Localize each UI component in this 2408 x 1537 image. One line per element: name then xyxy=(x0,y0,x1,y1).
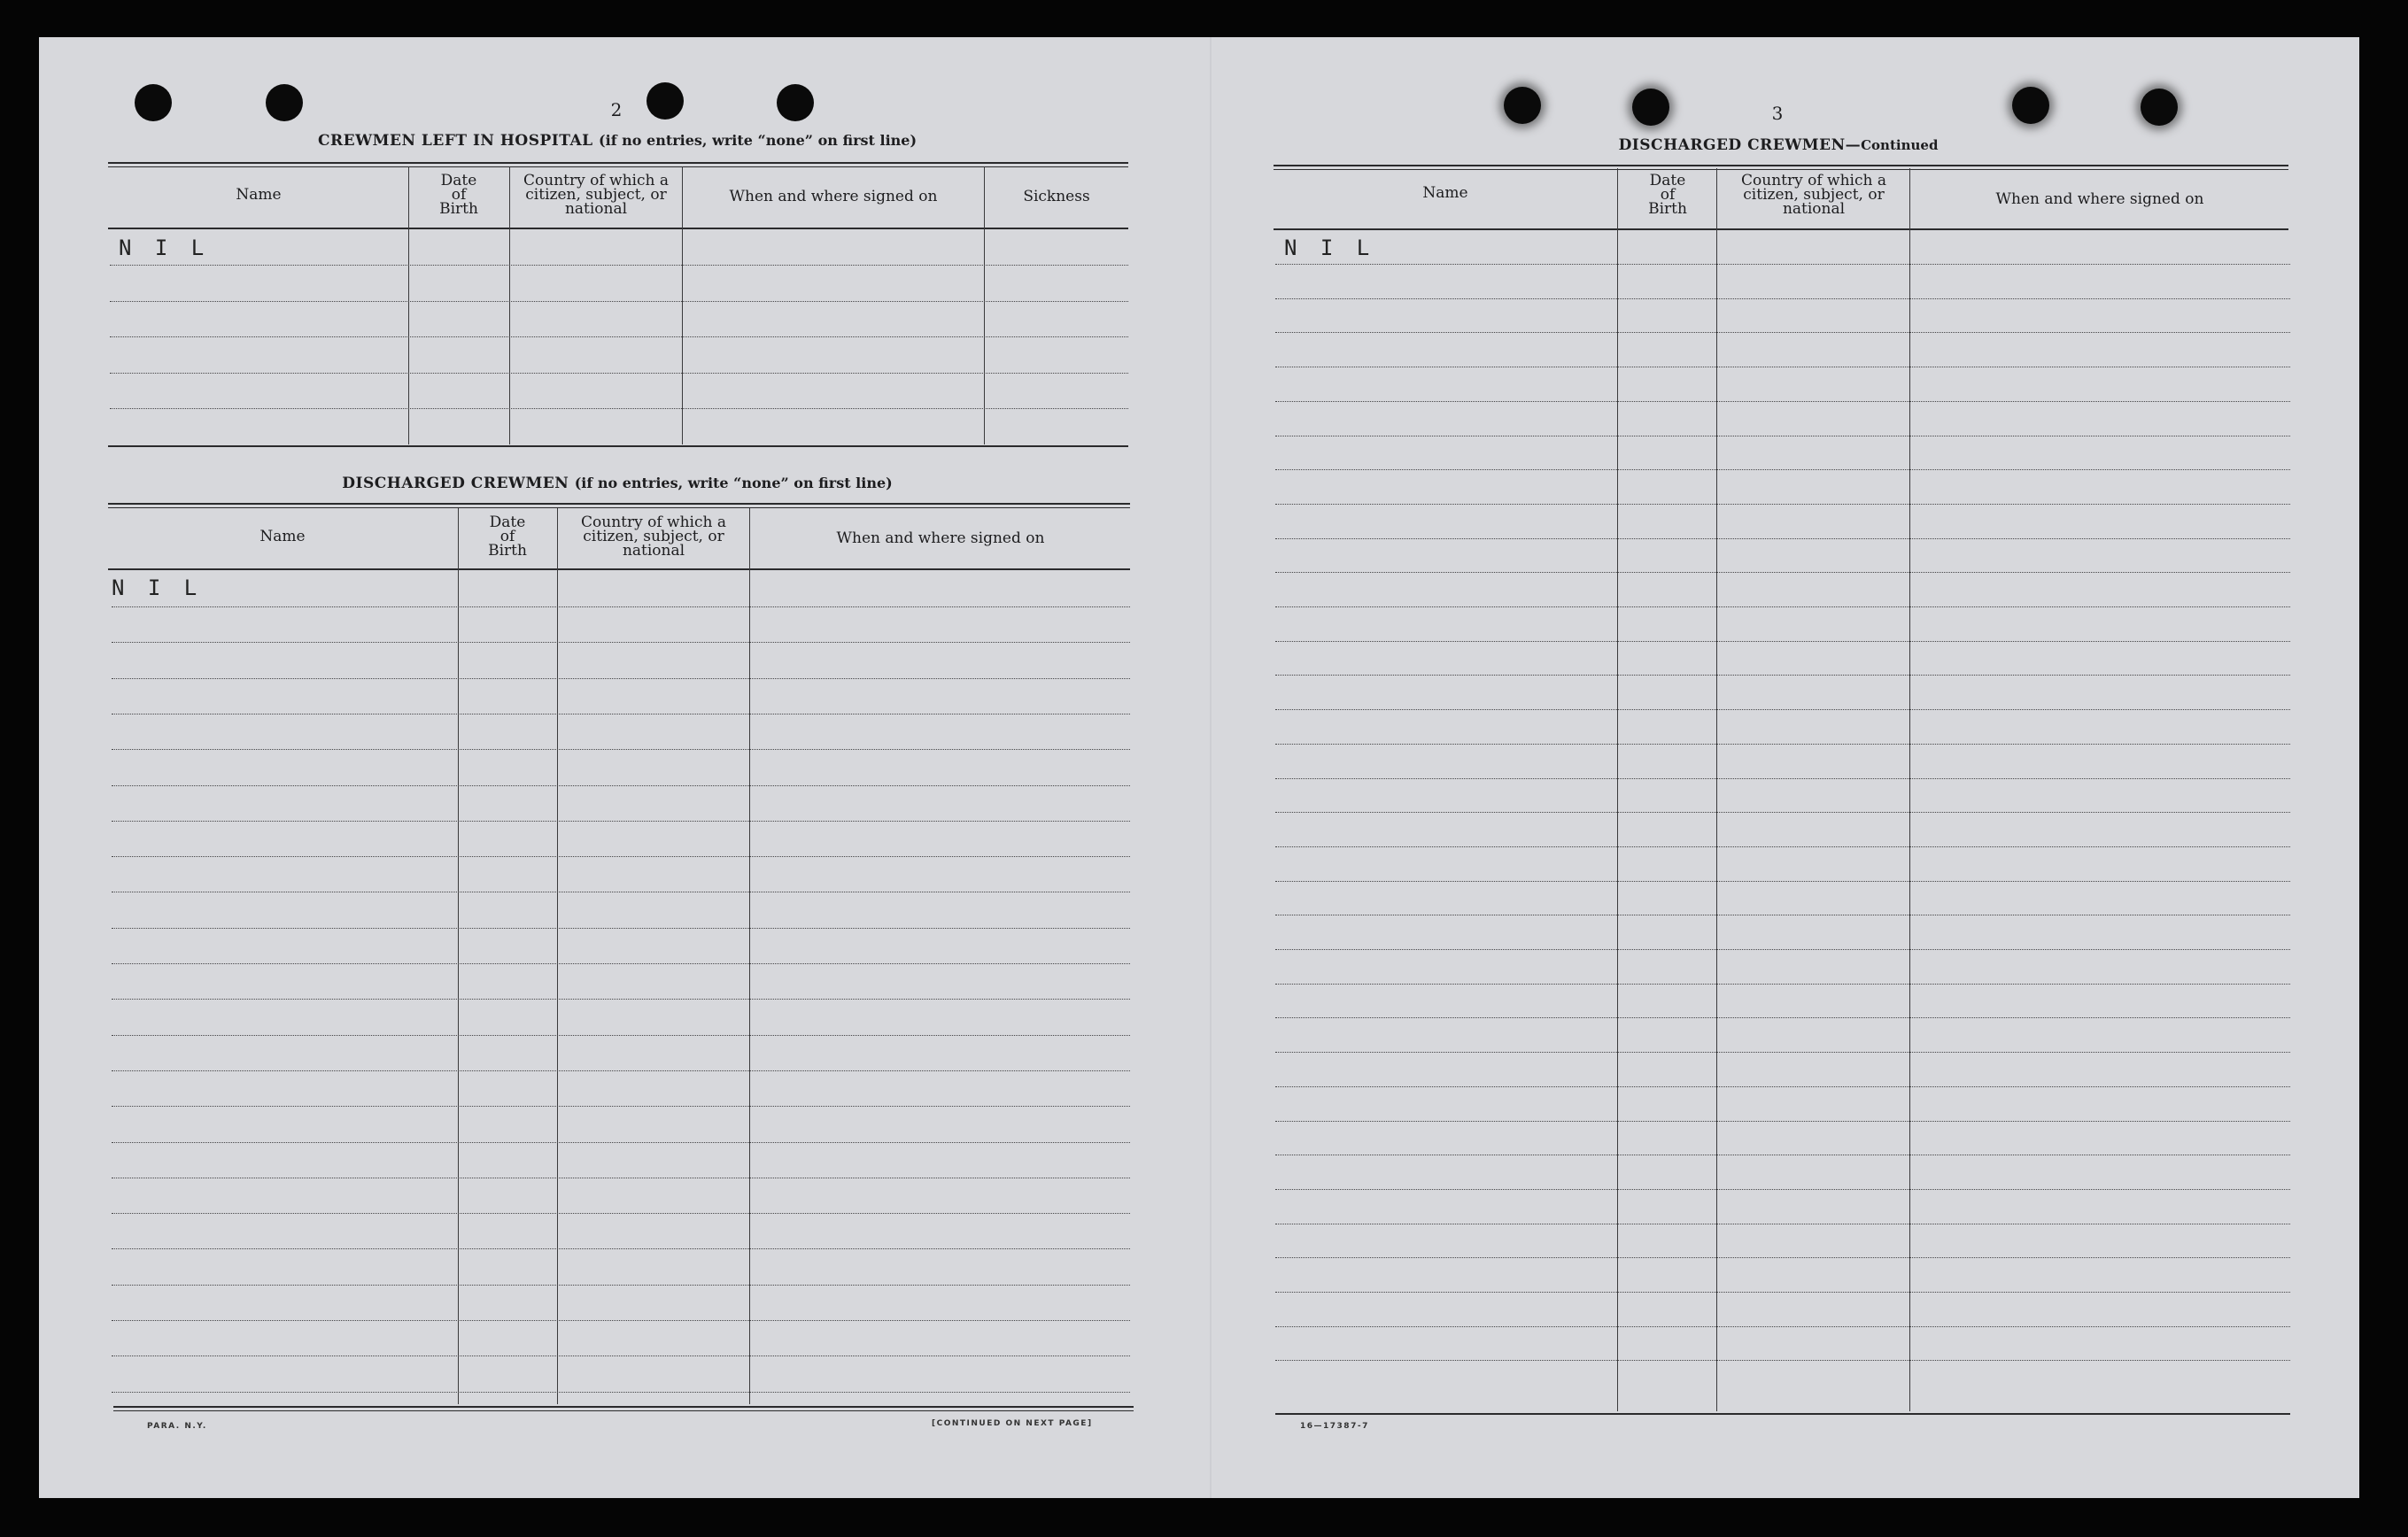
punch-hole xyxy=(777,84,814,121)
ruled-line xyxy=(1275,1257,2290,1258)
ruled-line xyxy=(1275,572,2290,573)
column-divider xyxy=(1716,168,1717,1411)
table-top-rule xyxy=(108,503,1130,508)
country-line: Country of which a xyxy=(1741,172,1886,189)
continued-section-title xyxy=(1274,136,2283,154)
hospital-title-note: (if no entries, write “none” on first line) xyxy=(599,132,918,149)
country-line: national xyxy=(1782,200,1846,218)
col-header-dob xyxy=(1619,174,1716,216)
dob-line: Birth xyxy=(488,542,527,560)
country-line: citizen, subject, or xyxy=(525,186,667,204)
dob-line: of xyxy=(499,528,515,545)
header-bottom-rule xyxy=(1274,228,2288,230)
continued-entry-nil: N I L xyxy=(1284,236,1375,260)
ruled-line xyxy=(1275,1292,2290,1293)
hospital-title-text: CREWMEN LEFT IN HOSPITAL xyxy=(317,132,593,150)
col-header-country xyxy=(510,174,682,216)
column-divider xyxy=(1617,168,1618,1411)
punch-hole xyxy=(1632,89,1669,126)
ruled-line xyxy=(1275,641,2290,642)
ruled-line xyxy=(110,408,1128,409)
col-header-sickness: Sickness xyxy=(1023,188,1090,205)
ruled-line xyxy=(112,1320,1130,1321)
col-header-signed: When and where signed on xyxy=(836,529,1045,547)
ruled-line xyxy=(1275,1086,2290,1087)
country-line: Country of which a xyxy=(523,172,669,189)
country-line: citizen, subject, or xyxy=(1743,186,1885,204)
col-header-signed: When and where signed on xyxy=(1995,190,2204,208)
column-divider xyxy=(984,166,985,444)
ruled-line xyxy=(112,856,1130,857)
ruled-line xyxy=(112,1355,1130,1356)
punch-hole xyxy=(1504,87,1541,124)
col-header-name: Name xyxy=(1422,184,1468,202)
form-number: 16—17387-7 xyxy=(1300,1422,1369,1431)
ruled-line xyxy=(1275,606,2290,607)
ruled-line xyxy=(1275,1052,2290,1053)
ruled-line xyxy=(112,678,1130,679)
ruled-line xyxy=(1275,1360,2290,1361)
continued-title-text: DISCHARGED CREWMEN— xyxy=(1618,136,1862,154)
dob-line: Date xyxy=(1649,172,1686,189)
ruled-line xyxy=(1275,538,2290,539)
country-line: Country of which a xyxy=(581,514,726,531)
col-header-country xyxy=(558,515,749,558)
ruled-line xyxy=(1275,504,2290,505)
column-divider xyxy=(1909,168,1910,1411)
table-top-rule xyxy=(1274,165,2288,170)
ruled-line xyxy=(1275,881,2290,882)
hospital-section-title xyxy=(108,132,1127,150)
dob-line: of xyxy=(1660,186,1676,204)
table-bottom-rule xyxy=(113,1406,1134,1411)
col-header-name: Name xyxy=(259,528,306,545)
ruled-line xyxy=(112,1035,1130,1036)
ruled-line xyxy=(112,749,1130,750)
ruled-line xyxy=(112,1070,1130,1071)
ruled-line xyxy=(1275,469,2290,470)
dob-line: of xyxy=(451,186,467,204)
hospital-table-bottom-rule xyxy=(108,445,1128,447)
column-divider xyxy=(408,166,409,444)
ruled-line xyxy=(112,642,1130,643)
ruled-line xyxy=(112,1142,1130,1143)
col-header-dob xyxy=(459,515,556,558)
ruled-line xyxy=(1275,778,2290,779)
page-number: 2 xyxy=(610,99,623,120)
hospital-entry-nil: N I L xyxy=(119,236,210,260)
ruled-line xyxy=(110,336,1128,337)
ruled-line xyxy=(1275,984,2290,985)
column-divider xyxy=(509,166,510,444)
punch-hole xyxy=(135,84,172,121)
table-top-rule xyxy=(108,162,1128,167)
ruled-line xyxy=(110,373,1128,374)
ruled-line xyxy=(110,265,1128,266)
country-line: citizen, subject, or xyxy=(583,528,724,545)
dob-line: Birth xyxy=(1648,200,1687,218)
discharged-title-text: DISCHARGED CREWMEN xyxy=(342,475,569,492)
punch-hole xyxy=(266,84,303,121)
page-fold xyxy=(1210,37,1212,1498)
ruled-line xyxy=(112,1285,1130,1286)
ruled-line xyxy=(1275,401,2290,402)
ruled-line xyxy=(1275,846,2290,847)
ruled-line xyxy=(112,821,1130,822)
punch-hole xyxy=(2012,87,2049,124)
ruled-line xyxy=(1275,1326,2290,1327)
country-line: national xyxy=(622,542,685,560)
discharged-entry-nil: N I L xyxy=(112,575,203,600)
ruled-line xyxy=(1275,264,2290,265)
ruled-line xyxy=(112,999,1130,1000)
ruled-line xyxy=(1275,1017,2290,1018)
ruled-line xyxy=(112,1213,1130,1214)
dob-line: Date xyxy=(440,172,477,189)
printer-mark: PARA. N.Y. xyxy=(147,1422,207,1431)
ruled-line xyxy=(112,606,1130,607)
ruled-line xyxy=(1275,332,2290,333)
document-paper xyxy=(39,37,2359,1498)
ruled-line xyxy=(1275,812,2290,813)
ruled-line xyxy=(1275,1121,2290,1122)
col-header-signed: When and where signed on xyxy=(729,188,938,205)
country-line: national xyxy=(564,200,628,218)
dob-line: Birth xyxy=(439,200,478,218)
col-header-dob xyxy=(409,174,508,216)
ruled-line xyxy=(112,963,1130,964)
punch-hole xyxy=(2141,89,2178,126)
ruled-line xyxy=(1275,709,2290,710)
ruled-line xyxy=(112,1106,1130,1107)
ruled-line xyxy=(1275,1189,2290,1190)
header-bottom-rule xyxy=(108,568,1130,570)
discharged-section-title xyxy=(108,475,1127,492)
ruled-line xyxy=(1275,298,2290,299)
ruled-line xyxy=(112,1248,1130,1249)
header-bottom-rule xyxy=(108,228,1128,229)
continued-title-suffix: Continued xyxy=(1861,137,1939,153)
col-header-name: Name xyxy=(236,186,282,204)
column-divider xyxy=(682,166,683,444)
ruled-line xyxy=(112,928,1130,929)
discharged-title-note: (if no entries, write “none” on first line) xyxy=(574,475,893,491)
continued-note: [CONTINUED ON NEXT PAGE] xyxy=(932,1419,1093,1428)
punch-hole xyxy=(647,82,684,120)
dob-line: Date xyxy=(489,514,526,531)
table-bottom-rule xyxy=(1275,1413,2290,1415)
page-number: 3 xyxy=(1771,103,1784,124)
ruled-line xyxy=(110,301,1128,302)
ruled-line xyxy=(1275,744,2290,745)
ruled-line xyxy=(1275,949,2290,950)
ruled-line xyxy=(112,785,1130,786)
ruled-line xyxy=(1275,675,2290,676)
ruled-line xyxy=(112,1392,1130,1393)
col-header-country xyxy=(1718,174,1909,216)
